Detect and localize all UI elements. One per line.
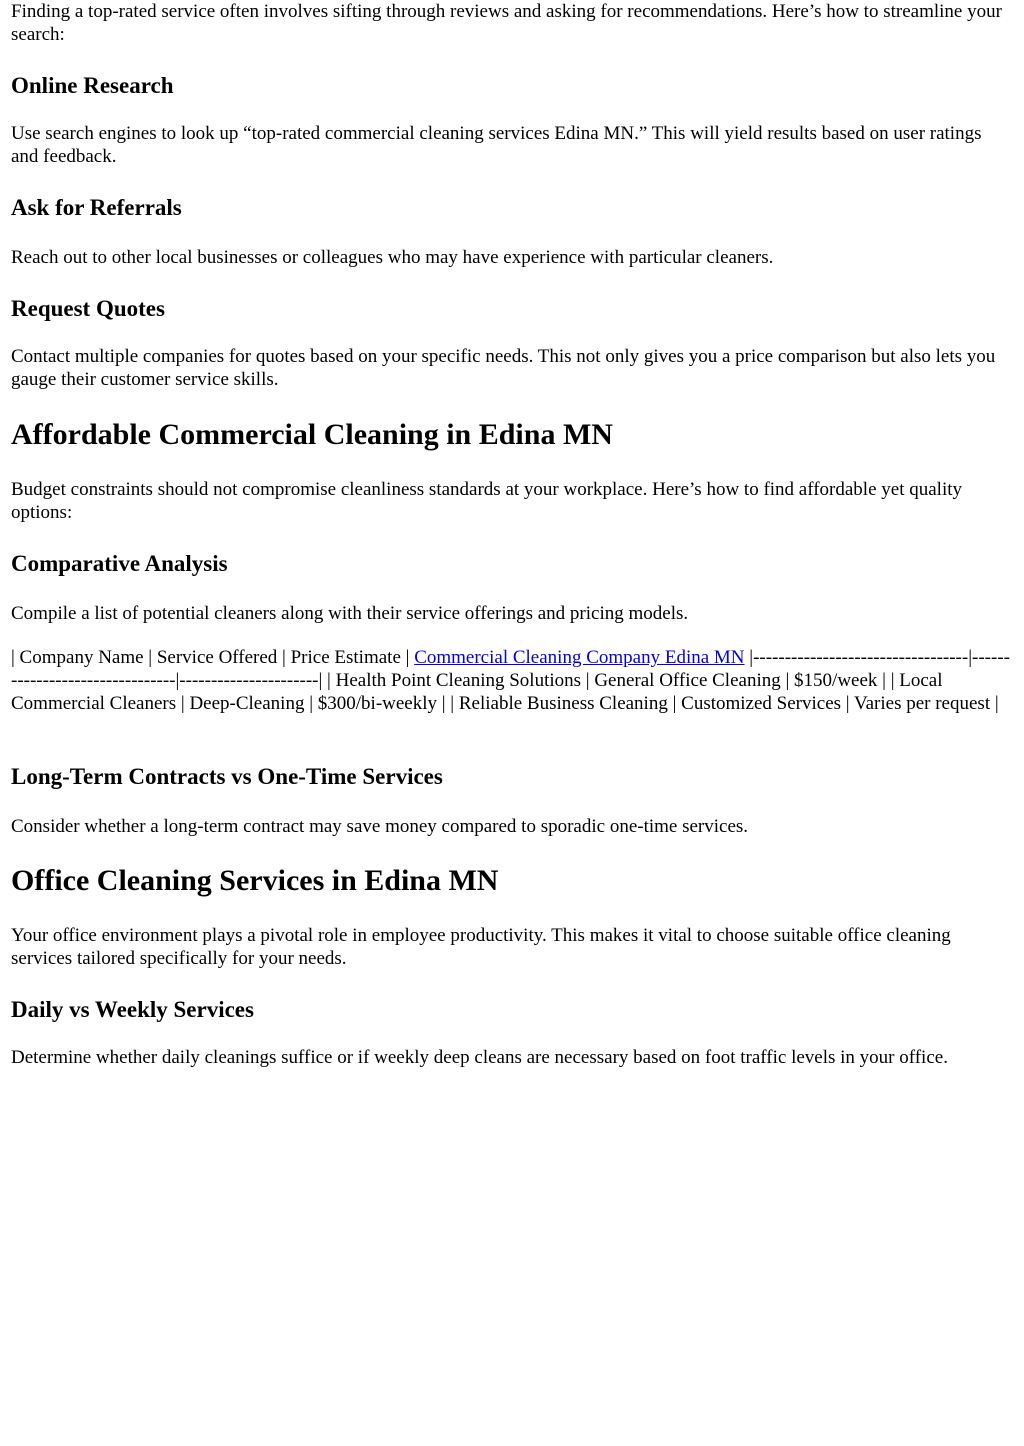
- daily-weekly-heading: Daily vs Weekly Services: [11, 997, 254, 1022]
- affordable-heading: Affordable Commercial Cleaning in Edina MN: [11, 418, 613, 451]
- comparative-analysis-heading: Comparative Analysis: [11, 551, 228, 576]
- comparative-analysis-paragraph: Compile a list of potential cleaners along with their service offerings and pricing models.: [11, 603, 689, 624]
- office-cleaning-paragraph: Your office environment plays a pivotal role in employee productivity. This makes it vital to choose suitable office cleaning services tailored specifically for your needs.: [11, 925, 951, 969]
- daily-weekly-paragraph: Determine whether daily cleanings suffice or if weekly deep cleans are necessary based on foot traffic levels in your office.: [11, 1047, 948, 1068]
- request-quotes-heading: Request Quotes: [11, 296, 165, 321]
- intro-paragraph: Finding a top-rated service often involves sifting through reviews and asking for recommendations. Here’s how to streamline your search:: [11, 1, 1002, 45]
- comparison-table-text: [11, 646, 1013, 715]
- ask-referrals-paragraph: Reach out to other local businesses or colleagues who may have experience with particular cleaners.: [11, 247, 774, 268]
- table-suffix-text: |----------------------------------|--------------------------------|----------------------| | Health Point Cleaning Solutions | General Office Cleaning | $150/week | | Local Commercial Cleaners | Deep-Cleaning | $300/bi-weekly | | Reliable Business Cleaning | Customized Services | Varies per request |: [11, 647, 1010, 714]
- online-research-heading: Online Research: [11, 73, 174, 98]
- ask-referrals-heading: Ask for Referrals: [11, 195, 182, 220]
- request-quotes-paragraph: Contact multiple companies for quotes based on your specific needs. This not only gives you a price comparison but also lets you gauge their customer service skills.: [11, 346, 996, 390]
- office-cleaning-heading: Office Cleaning Services in Edina MN: [11, 864, 499, 897]
- table-prefix-text: | Company Name | Service Offered | Price Estimate |: [11, 647, 415, 668]
- commercial-cleaning-company-link[interactable]: Commercial Cleaning Company Edina MN: [414, 647, 745, 668]
- online-research-paragraph: Use search engines to look up “top-rated commercial cleaning services Edina MN.” This will yield results based on user ratings and feedback.: [11, 123, 982, 167]
- long-term-heading: Long-Term Contracts vs One-Time Services: [11, 764, 443, 789]
- long-term-paragraph: Consider whether a long-term contract may save money compared to sporadic one-time services.: [11, 816, 749, 837]
- affordable-paragraph: Budget constraints should not compromise cleanliness standards at your workplace. Here’s how to find affordable yet quality options:: [11, 479, 963, 523]
